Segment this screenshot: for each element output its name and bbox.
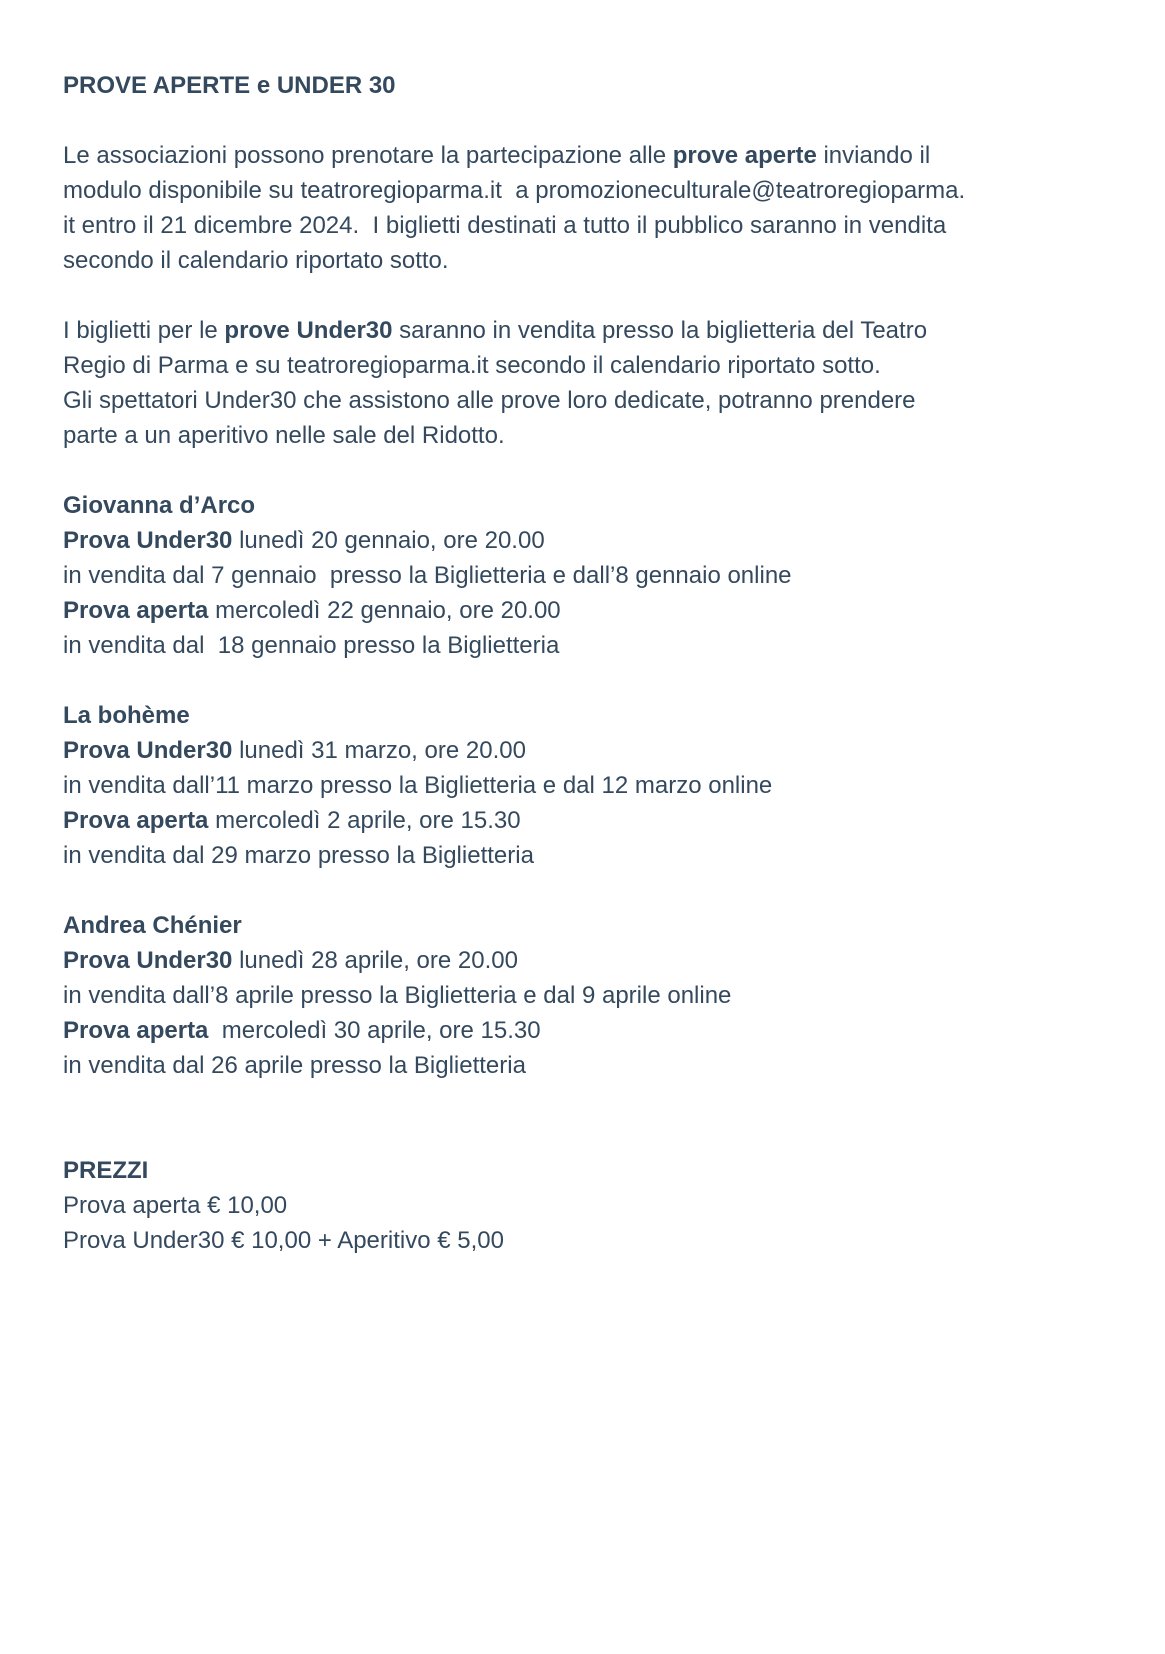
paragraph-line: modulo disponibile su teatroregioparma.it a promozioneculturale@teatroregioparma. — [63, 177, 966, 204]
open-date: mercoledì 22 gennaio, ore 20.00 — [208, 597, 561, 624]
paragraph-line: secondo il calendario riportato sotto. — [63, 247, 449, 274]
open-sale-line: in vendita dal 26 aprile presso la Biglietteria — [63, 1052, 526, 1079]
paragraph-line — [63, 313, 1103, 348]
under30-date-line — [63, 943, 1103, 978]
show-title: Andrea Chénier — [63, 912, 242, 939]
under30-sale-line: in vendita dall’11 marzo presso la Biglietteria e dal 12 marzo online — [63, 772, 773, 799]
text-segment: Le associazioni possono prenotare la partecipazione alle — [63, 142, 673, 169]
open-date-line — [63, 803, 1103, 838]
show-block-la-boheme — [63, 698, 1103, 873]
spacer — [63, 663, 1103, 698]
under30-date: lunedì 28 aprile, ore 20.00 — [232, 947, 518, 974]
under30-label: Prova Under30 — [63, 947, 233, 974]
price-under30-rehearsal: Prova Under30 € 10,00 + Aperitivo € 5,00 — [63, 1227, 504, 1254]
spacer — [63, 453, 1103, 488]
open-sale-line: in vendita dal 29 marzo presso la Biglietteria — [63, 842, 534, 869]
intro-paragraph-associations — [63, 138, 1103, 278]
paragraph-line: Gli spettatori Under30 che assistono alle prove loro dedicate, potranno prendere — [63, 387, 916, 414]
open-label: Prova aperta — [63, 807, 209, 834]
show-title: La bohème — [63, 702, 190, 729]
paragraph-line: it entro il 21 dicembre 2024. I biglietti destinati a tutto il pubblico saranno in vendita — [63, 212, 947, 239]
open-date: mercoledì 30 aprile, ore 15.30 — [208, 1017, 541, 1044]
under30-label: Prova Under30 — [63, 737, 233, 764]
open-sale-line: in vendita dal 18 gennaio presso la Biglietteria — [63, 632, 560, 659]
prices-title: PREZZI — [63, 1157, 149, 1184]
spacer — [63, 1083, 1103, 1153]
open-label: Prova aperta — [63, 1017, 209, 1044]
under30-date-line — [63, 523, 1103, 558]
under30-date: lunedì 20 gennaio, ore 20.00 — [232, 527, 545, 554]
paragraph-line: Regio di Parma e su teatroregioparma.it secondo il calendario riportato sotto. — [63, 352, 881, 379]
price-open-rehearsal: Prova aperta € 10,00 — [63, 1192, 288, 1219]
text-segment: saranno in vendita presso la biglietteria del Teatro — [392, 317, 928, 344]
open-date-line — [63, 593, 1103, 628]
bold-text-prove-aperte: prove aperte — [672, 142, 817, 169]
intro-paragraph-under30 — [63, 313, 1103, 453]
under30-date: lunedì 31 marzo, ore 20.00 — [232, 737, 526, 764]
open-date: mercoledì 2 aprile, ore 15.30 — [208, 807, 521, 834]
under30-date-line — [63, 733, 1103, 768]
open-date-line — [63, 1013, 1103, 1048]
spacer — [63, 873, 1103, 908]
bold-text-prove-under30: prove Under30 — [224, 317, 393, 344]
text-segment: I biglietti per le — [63, 317, 225, 344]
open-label: Prova aperta — [63, 597, 209, 624]
document-page — [63, 68, 1103, 1258]
show-block-giovanna-darco — [63, 488, 1103, 663]
spacer — [63, 278, 1103, 313]
paragraph-line — [63, 138, 1103, 173]
under30-sale-line: in vendita dal 7 gennaio presso la Biglietteria e dall’8 gennaio online — [63, 562, 792, 589]
under30-label: Prova Under30 — [63, 527, 233, 554]
show-title: Giovanna d’Arco — [63, 492, 256, 519]
paragraph-line: parte a un aperitivo nelle sale del Ridotto. — [63, 422, 505, 449]
spacer — [63, 103, 1103, 138]
prices-block — [63, 1153, 1103, 1258]
page-title: PROVE APERTE e UNDER 30 — [63, 72, 396, 99]
under30-sale-line: in vendita dall’8 aprile presso la Biglietteria e dal 9 aprile online — [63, 982, 732, 1009]
text-segment: inviando il — [816, 142, 931, 169]
show-block-andrea-chenier — [63, 908, 1103, 1083]
